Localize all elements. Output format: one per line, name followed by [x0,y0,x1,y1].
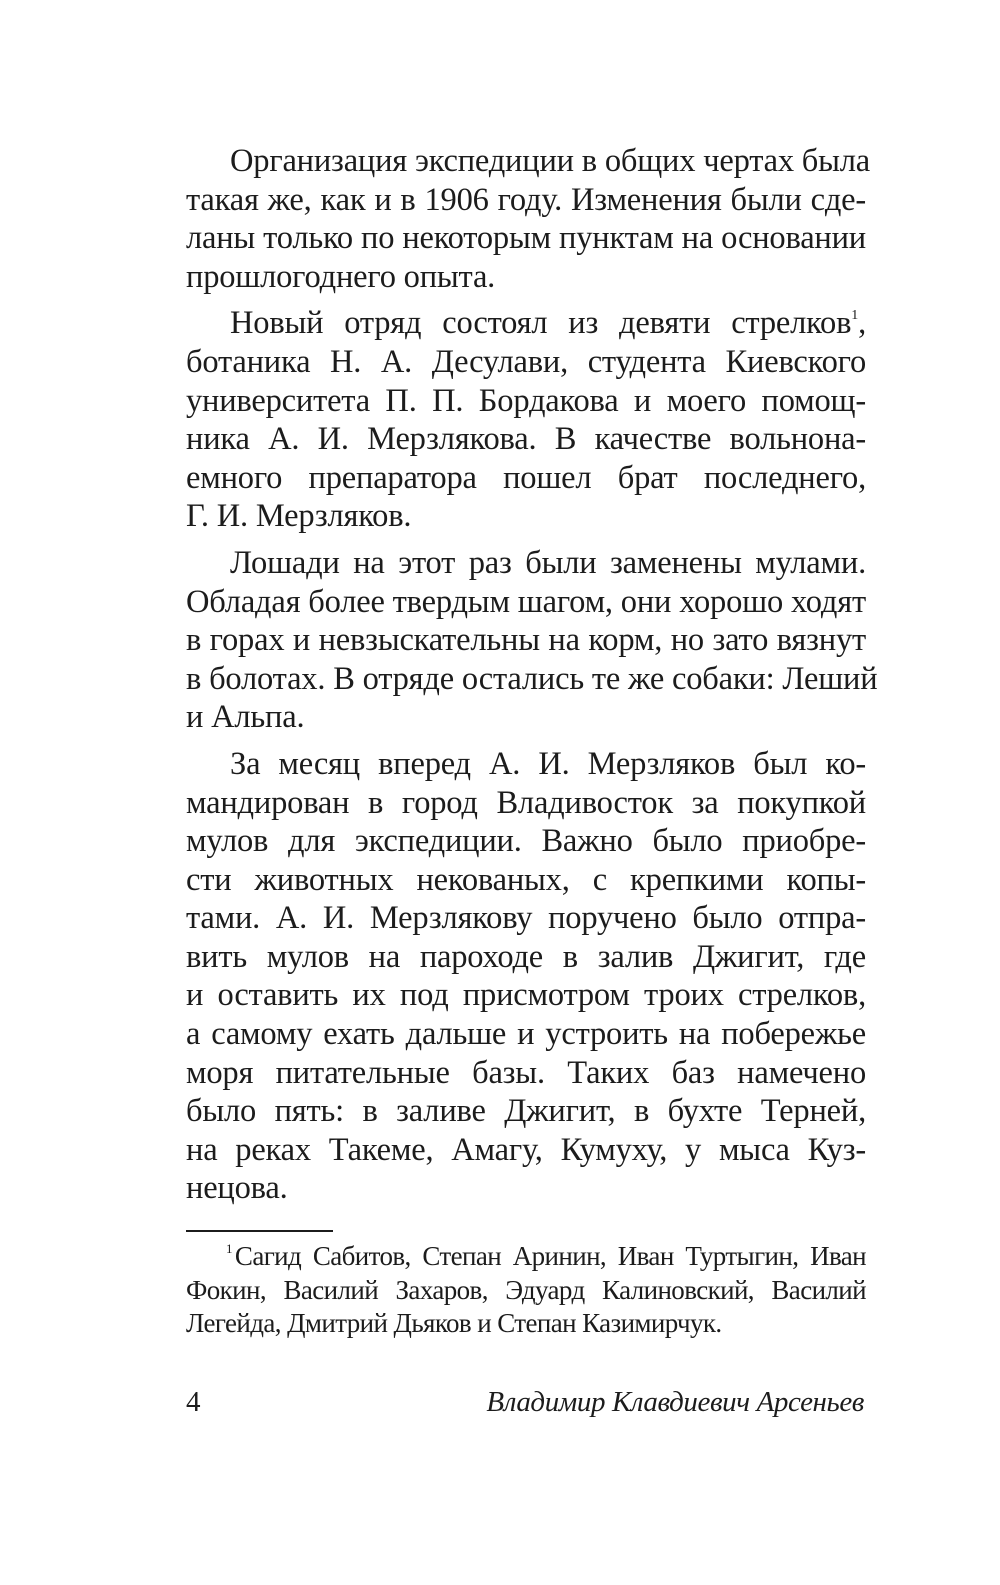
punctuation: , [858,305,866,342]
footnote-reference[interactable]: 1 [851,308,859,324]
paragraph-4 [186,745,866,1208]
text-line [186,304,866,343]
text-line: ланы только по некоторым пунктам на основании [186,220,866,257]
text-line: Обладая более твердым шагом, они хорошо ходят [186,583,866,620]
text-line: ника А. И. Мерзлякова. В качестве вольнона- [186,421,866,458]
paragraph-3 [186,544,878,737]
footnote-line: Легейда, Дмитрий Дьяков и Степан Казимирчук. [186,1308,722,1338]
text-line: Лошади на этот раз были заменены мулами. [230,544,866,581]
footnote-line [186,1240,866,1274]
text-line: мандирован в город Владивосток за покупкой [186,784,866,821]
text-line-content: Новый отряд состоял из девяти стрелков [230,305,852,342]
text-line: емного препаратора пошел брат последнего, [186,459,866,496]
text-line: ботаника Н. А. Десулави, студента Киевского [186,343,866,380]
text-line: в болотах. В отряде остались те же собаки: Леший [186,660,878,697]
text-line: а самому ехать дальше и устроить на побережье [186,1016,866,1053]
text-line: университета П. П. Бордакова и моего помощ- [186,382,866,419]
text-line: и оставить их под присмотром троих стрелков, [186,977,866,1014]
text-line: тами. А. И. Мерзлякову поручено было отпра- [186,900,866,937]
text-line: За месяц вперед А. И. Мерзляков был ко- [230,745,866,782]
page-footer [186,1386,864,1419]
text-line: на реках Такеме, Амагу, Кумуху, у мыса Куз- [186,1131,866,1168]
page-number: 4 [186,1386,201,1418]
text-line: сти животных некованых, с крепкими копы- [186,861,866,898]
footnote [186,1240,866,1341]
text-line: было пять: в заливе Джигит, в бухте Терней, [186,1093,866,1130]
footnote-line: Фокин, Василий Захаров, Эдуард Калиновский, Василий [186,1274,866,1305]
footnote-line-content: Сагид Сабитов, Степан Аринин, Иван Туртыгин, Иван [234,1241,866,1271]
footnote-divider [186,1230,333,1232]
paragraph-1 [186,142,871,296]
page-body [186,142,878,1216]
text-line: в горах и невзыскательны на корм, но зато вязнут [186,622,866,659]
text-line: такая же, как и в 1906 году. Изменения были сде- [186,181,866,218]
paragraph-2 [186,304,866,536]
running-head-author: Владимир Клавдиевич Арсеньев [486,1386,864,1418]
text-line: и Альпа. [186,699,305,736]
text-line: вить мулов на пароходе в залив Джигит, где [186,938,866,975]
text-line: прошлогоднего опыта. [186,258,496,295]
text-line: мулов для экспедиции. Важно было приобре- [186,823,866,860]
footnote-marker: 1 [226,1241,232,1256]
text-line: моря питательные базы. Таких баз намечено [186,1054,866,1091]
text-line: Г. И. Мерзляков. [186,498,412,535]
text-line: нецова. [186,1170,288,1207]
text-line: Организация экспедиции в общих чертах была [230,143,871,179]
